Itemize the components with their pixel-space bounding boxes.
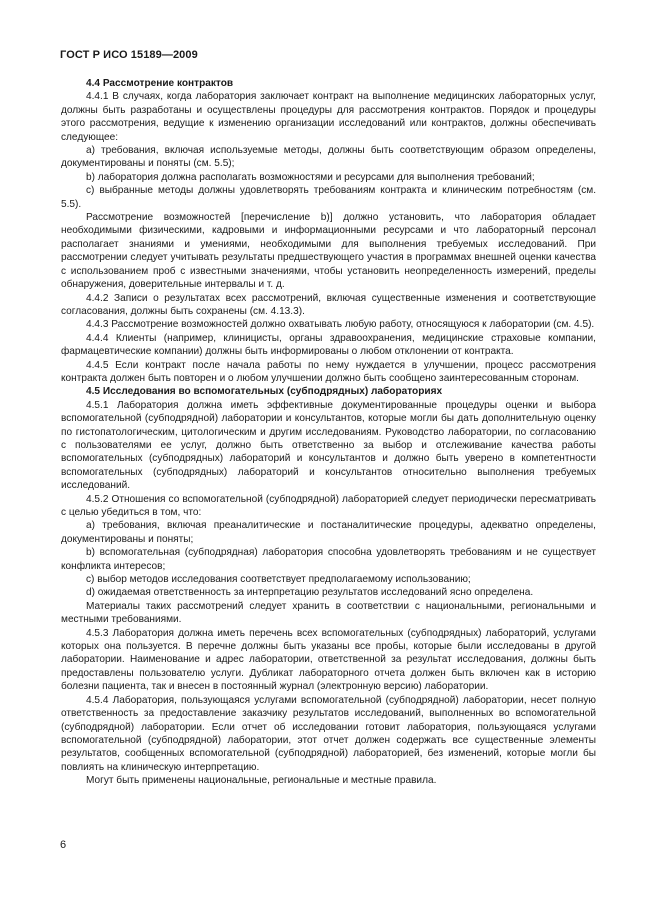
paragraph: 4.4.1 В случаях, когда лаборатория заключает контракт на выполнение медицинских лабораторных услуг, должны быть разработаны и осуществлены процедуры для рассмотрения контрактов. Порядок и процедуры этого рассмотрения, ведущие к изменению организации исследований или контрактов, должны обеспечивать следующее: — [61, 91, 596, 143]
paragraph: 4.5.1 Лаборатория должна иметь эффективные документированные процедуры оценки и выбора вспомогательной (субподрядной) лаборатории и консультантов, которые могли бы дать дополнительную оценку по гистопатологическим, цитологическим и другим исследованиям. Руководство лаборатории, по согласованию с пользователями ее услуг, должно быть ответственно за выбор и отслеживание качества работы вспомогательных (субподрядных) лабораторий и консультантов и должно быть уверено в компетентности вспомогательных (субподрядных) лабораторий и консультантов относительно выполнения требуемых исследований. — [61, 399, 596, 492]
paragraph: Могут быть применены национальные, региональные и местные правила. — [86, 775, 437, 787]
paragraph: 4.5.3 Лаборатория должна иметь перечень всех вспомогательных (субподрядных) лабораторий, услугами которых она пользуется. В перечне должны быть указаны все пробы, которые были исследованы в другой лаборатории. Наименование и адрес лаборатории, ответственной за результат исследования, должны быть предоставлены пользователю услуги. Дубликат лабораторного отчета должен быть включен как в историю болезни пациента, так и внесен в постоянный журнал (электронную версию) лаборатории. — [61, 627, 596, 693]
paragraph: 4.5.4 Лаборатория, пользующаяся услугами вспомогательной (субподрядной) лаборатории, несет полную ответственность за предоставление заказчику результатов исследований, выполненных во вспомогательной (субподрядной) лаборатории. Если отчет об исследовании готовит лаборатория, пользующаяся услугами вспомогательной (субподрядной) лаборатории, этот отчет должен содержать все существенные элементы результатов, сообщенных вспомогательной (субподрядной) лабораторией, без изменений, которые могли бы повлиять на клиническую интерпретацию. — [61, 694, 596, 773]
paragraph: 4.4.3 Рассмотрение возможностей должно охватывать любую работу, относящуюся к лаборатории (см. 4.5). — [86, 319, 595, 331]
list-item: d) ожидаемая ответственность за интерпретацию результатов исследований ясно определена. — [86, 587, 534, 599]
list-item: b) лаборатория должна располагать возможностями и ресурсами для выполнения требований; — [86, 171, 535, 183]
section-heading: 4.4 Рассмотрение контрактов — [86, 78, 234, 89]
document-body — [61, 77, 596, 788]
list-item: b) вспомогательная (субподрядная) лаборатория способна удовлетворять требованиям и не существует конфликта интересов; — [61, 547, 596, 572]
paragraph: 4.4.2 Записи о результатах всех рассмотрений, включая существенные изменения и соответствующие согласования, должны быть сохранены (см. 4.13.3). — [61, 292, 596, 317]
paragraph: 4.4.5 Если контракт после начала работы по нему нуждается в улучшении, процесс рассмотрения контракта должен быть повторен и о любом улучшении должно быть сообщено заинтересованным сторонам. — [61, 359, 596, 384]
list-item: c) выбор методов исследования соответствует предполагаемому использованию; — [86, 574, 471, 586]
paragraph: 4.4.4 Клиенты (например, клиницисты, органы здравоохранения, медицинские страховые компании, фармацевтические компании) должны быть информированы о любом отклонении от контракта. — [61, 332, 596, 358]
page-number: 6 — [60, 839, 67, 851]
list-item: a) требования, включая используемые методы, должны быть соответствующим образом определены, документированы и поняты (см. 5.5); — [61, 145, 596, 170]
section-heading: 4.5 Исследования во вспомогательных (субподрядных) лабораториях — [86, 386, 443, 398]
paragraph: Материалы таких рассмотрений следует хранить в соответствии с национальными, региональными и местными требованиями. — [61, 600, 596, 626]
paragraph: 4.5.2 Отношения со вспомогательной (субподрядной) лабораторией следует периодически пересматривать с целью убедиться в том, что: — [61, 493, 596, 518]
page-header: ГОСТ Р ИСО 15189—2009 — [60, 49, 198, 61]
paragraph: Рассмотрение возможностей [перечисление b)] должно установить, что лаборатория обладает необходимыми физическими, кадровыми и информационными ресурсами и что лабораторный персонал располагает знаниями и умениями, необходимыми для выполнения требуемых исследований. При рассмотрении следует учитывать результаты предшествующего участия в программах внешней оценки качества с использованием проб с известными значениями, чтобы установить неопределенность измерений, пределы обнаружения, доверительные интервалы и т. д. — [61, 212, 596, 291]
list-item: a) требования, включая преаналитические и постаналитические процедуры, адекватно определены, документированы и поняты; — [61, 520, 596, 545]
list-item: c) выбранные методы должны удовлетворять требованиям контракта и клиническим потребностям (см. 5.5). — [61, 185, 596, 210]
